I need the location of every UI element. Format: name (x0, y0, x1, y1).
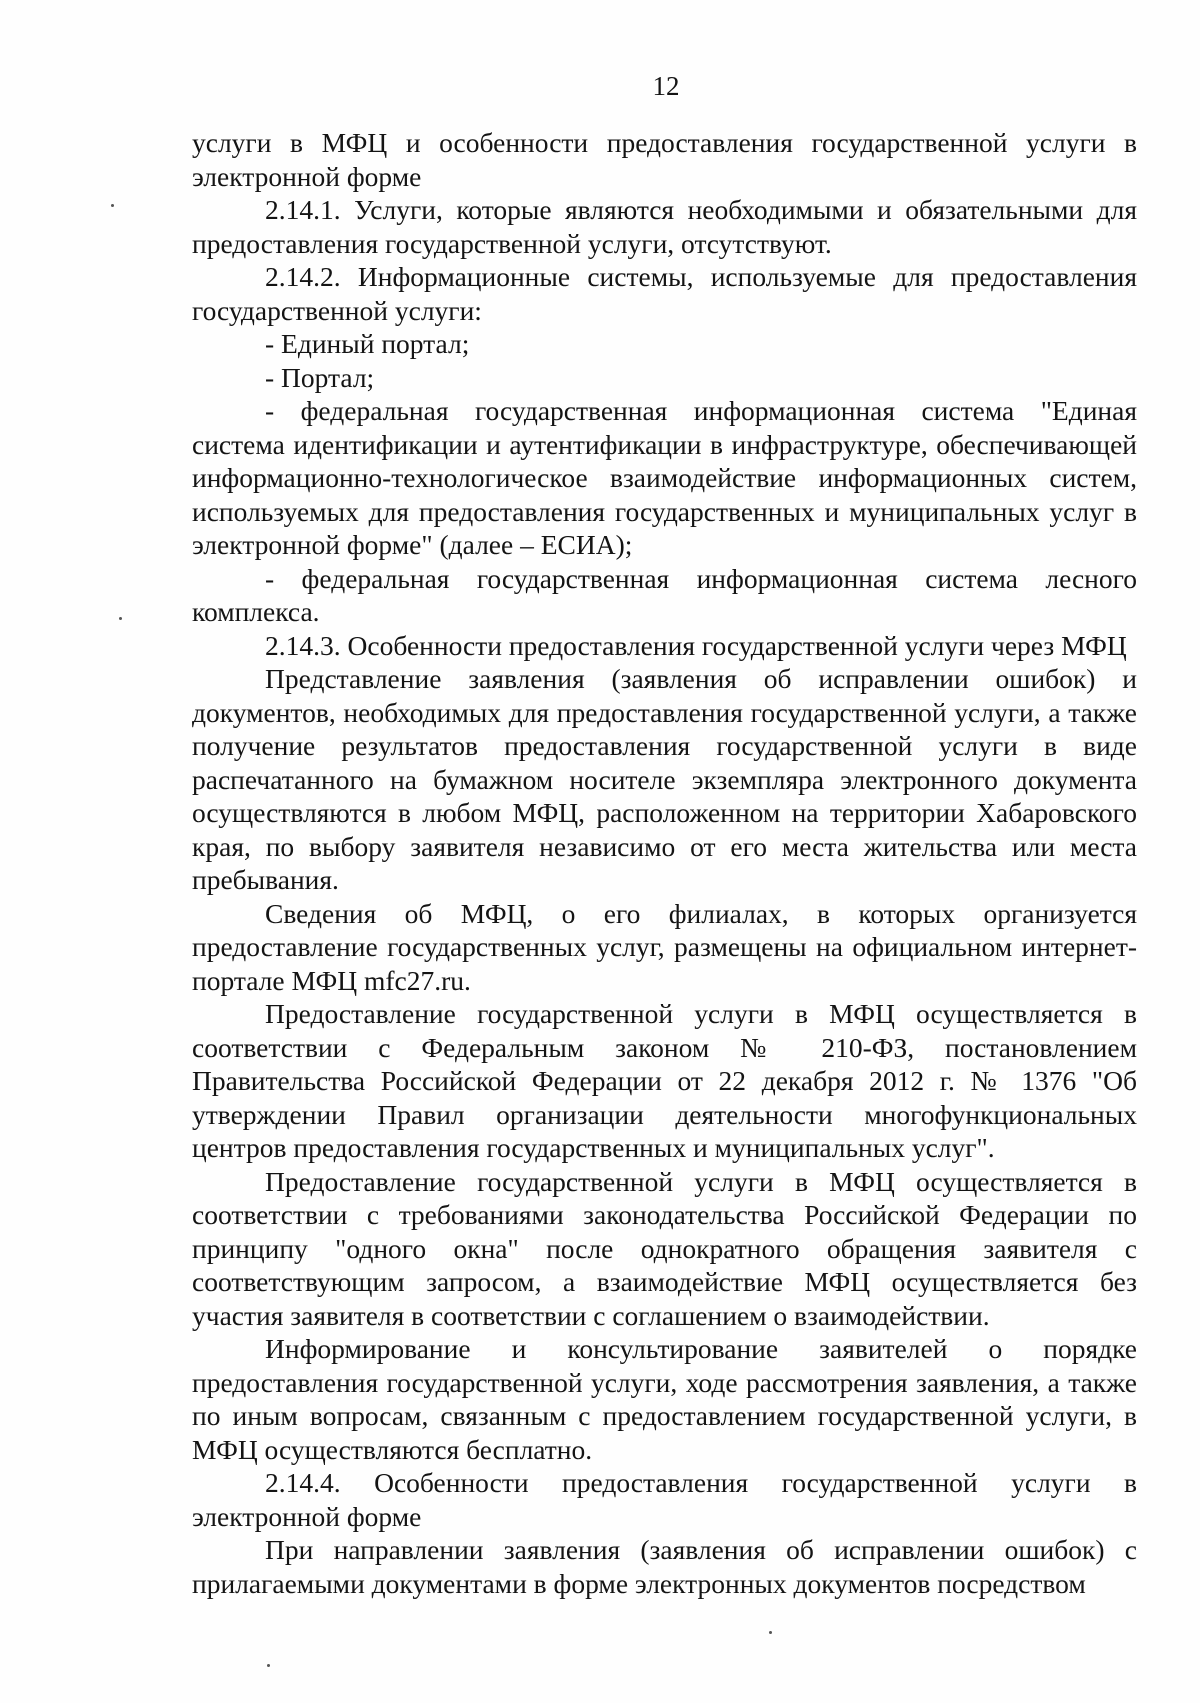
paragraph-submission: Представление заявления (заявления об исправлении ошибок) и документов, необходимых для предоставления государственной услуги, а также получение результатов предоставления государственной услуги в виде распечатанного на бумажном носителе экземпляра электронного документа осуществляются в любом МФЦ, расположенном на территории Хабаровского края, по выбору заявителя независимо от его места жительства или места пребывания. (192, 663, 1137, 895)
paragraph-federal-law: Предоставление государственной услуги в МФЦ осуществляется в соответствии с Федеральным законом № 210-ФЗ, постановлением Правительства Российской Федерации от 22 декабря 2012 г. № 1376 "Об утверждении Правил организации деятельности многофункциональных центров предоставления государственных и муниципальных услуг". (192, 998, 1137, 1163)
paragraph-continuation: услуги в МФЦ и особенности предоставления государственной услуги в электронной форме (192, 127, 1137, 192)
paragraph-2-14-2: 2.14.2. Информационные системы, используемые для предоставления государственной услуги: (192, 261, 1137, 326)
paragraph-consulting: Информирование и консультирование заявителей о порядке предоставления государственной услуги, ходе рассмотрения заявления, а также по иным вопросам, связанным с предоставлением государственной услуги, в МФЦ осуществляются бесплатно. (192, 1333, 1137, 1465)
scan-speck (119, 617, 122, 620)
document-body (192, 126, 1137, 1600)
paragraph-one-window: Предоставление государственной услуги в МФЦ осуществляется в соответствии с требованиями законодательства Российской Федерации по принципу "одного окна" после однократного обращения заявителя с соответствующим запросом, а взаимодействие МФЦ осуществляется без участия заявителя в соответствии с соглашением о взаимодействии. (192, 1165, 1137, 1331)
list-item-portal: - Портал; (265, 361, 375, 393)
list-item-unified-portal: - Единый портал; (265, 328, 470, 359)
paragraph-electronic-submission: При направлении заявления (заявления об исправлении ошибок) с прилагаемыми документами в форме электронных документов посредством (192, 1534, 1137, 1599)
scan-speck (111, 204, 114, 207)
page-number: 12 (652, 71, 680, 101)
paragraph-2-14-4-heading: 2.14.4. Особенности предоставления государственной услуги в электронной форме (192, 1467, 1137, 1532)
paragraph-2-14-1: 2.14.1. Услуги, которые являются необходимыми и обязательными для предоставления государственной услуги, отсутствуют. (192, 194, 1137, 259)
list-item-esia: - федеральная государственная информационная система "Единая система идентификации и аутентификации в инфраструктуре, обеспечивающей информационно-технологическое взаимодействие информационных систем, используемых для предоставления государственных и муниципальных услуг в электронной форме" (далее – ЕСИА); (192, 395, 1137, 560)
scan-speck (769, 1631, 772, 1634)
paragraph-mfc-info: Сведения об МФЦ, о его филиалах, в которых организуется предоставление государственных услуг, размещены на официальном интернет-портале МФЦ mfc27.ru. (192, 897, 1137, 996)
paragraph-2-14-3-heading: 2.14.3. Особенности предоставления государственной услуги через МФЦ (265, 629, 1127, 661)
scan-speck (267, 1664, 270, 1667)
list-item-forest-system: - федеральная государственная информационная система лесного комплекса. (192, 562, 1137, 627)
